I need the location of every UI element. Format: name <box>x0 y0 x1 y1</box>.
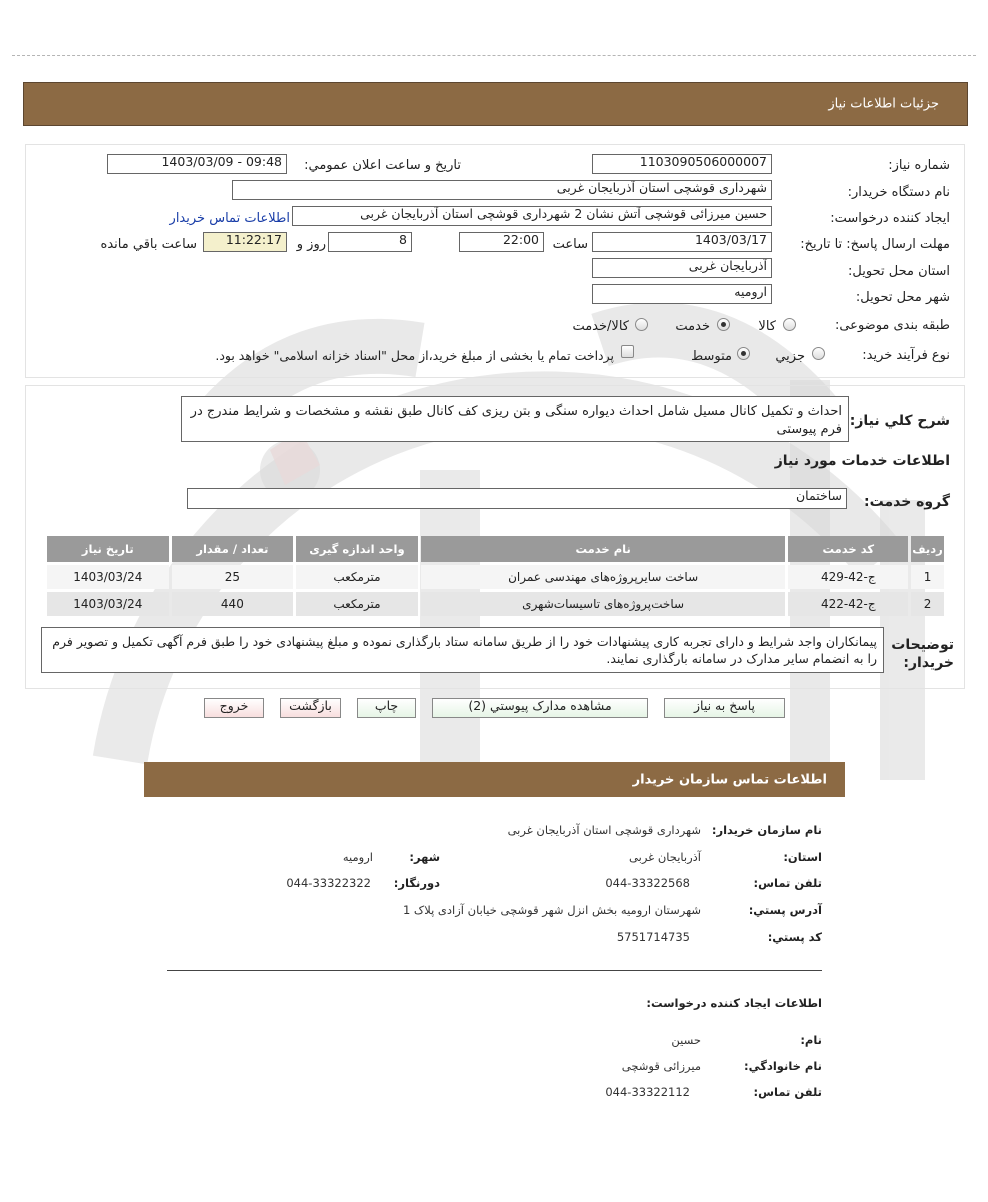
remaining-time-field: 11:22:17 <box>203 232 287 252</box>
buyer-notes-label: توضيحات خريدار: <box>891 637 954 671</box>
requester-field[interactable]: حسین میرزائی قوشچی آتش نشان 2 شهرداری قوشچی استان آذربایجان غربی <box>292 206 772 226</box>
payment-note: پرداخت تمام يا بخشی از مبلغ خريد،از محل "اسناد خزانه اسلامی" خواهد بود. <box>215 348 614 363</box>
province-label: استان محل تحويل: <box>848 264 950 279</box>
need-number-field[interactable]: 1103090506000007 <box>592 154 772 174</box>
cell-service-code: ج-42-422 <box>788 592 908 616</box>
col-need-date: تاريخ نياز <box>47 536 169 562</box>
org-value: شهرداری قوشچی استان آذربایجان غربی <box>507 823 701 837</box>
service-group-field[interactable]: ساختمان <box>187 488 847 509</box>
creator-family-label: نام خانوادگي: <box>744 1059 822 1073</box>
category-goods-label: کالا <box>758 319 776 334</box>
fax-label: دورنگار: <box>393 876 440 890</box>
col-quantity: تعداد / مقدار <box>172 536 294 562</box>
org-label: نام سازمان خريدار: <box>711 823 822 837</box>
back-button[interactable]: بازگشت <box>280 698 341 718</box>
col-row-number: رديف <box>911 536 944 562</box>
creator-title: اطلاعات ايجاد کننده درخواست: <box>646 996 822 1010</box>
category-service-label: خدمت <box>675 319 710 334</box>
creator-family-value: میرزائی قوشچی <box>621 1059 701 1073</box>
table-header-row <box>47 536 944 562</box>
buyer-org-field[interactable]: شهرداری قوشچی استان آذربایجان غربی <box>232 180 772 200</box>
cell-unit: مترمکعب <box>296 592 418 616</box>
process-medium-radio[interactable] <box>737 347 750 360</box>
announce-field[interactable]: 1403/03/09 - 09:48 <box>107 154 287 174</box>
service-group-label: گروه خدمت: <box>864 494 950 510</box>
fax-value: 044-33322322 <box>286 876 371 890</box>
category-label: طبقه بندی موضوعی: <box>834 318 950 333</box>
deadline-time-field[interactable]: 22:00 <box>459 232 544 252</box>
page-title: جزئيات اطلاعات نياز <box>828 96 939 112</box>
cell-row-number: 2 <box>911 592 944 616</box>
buyer-contact-link[interactable]: اطلاعات تماس خريدار <box>169 211 290 226</box>
description-label: شرح کلي نياز: <box>849 413 950 429</box>
hour-label: ساعت <box>552 237 588 252</box>
cell-unit: مترمکعب <box>296 565 418 589</box>
table-row[interactable] <box>47 592 944 616</box>
creator-name-value: حسین <box>671 1033 701 1047</box>
process-minor-label: جزيي <box>775 349 805 364</box>
phone-value: 044-33322568 <box>605 876 690 890</box>
cell-quantity: 25 <box>172 565 294 589</box>
contact-city-value: ارومیه <box>342 850 373 864</box>
reply-button[interactable]: پاسخ به نياز <box>664 698 785 718</box>
deadline-label: مهلت ارسال پاسخ: تا تاريخ: <box>800 237 950 252</box>
contact-header <box>144 762 845 797</box>
contact-divider <box>167 970 822 971</box>
process-label: نوع فرآيند خريد: <box>862 348 950 363</box>
contact-title: اطلاعات تماس سازمان خريدار <box>632 772 827 787</box>
day-label: روز و <box>296 237 326 252</box>
address-value: شهرستان ارومیه بخش انزل شهر قوشچی خیابان آزادی پلاک 1 <box>402 903 701 917</box>
days-field[interactable]: 8 <box>328 232 412 252</box>
cell-need-date: 1403/03/24 <box>47 592 169 616</box>
address-label: آدرس پستي: <box>748 903 822 917</box>
col-unit: واحد اندازه گيری <box>296 536 418 562</box>
page-header <box>23 82 968 126</box>
creator-phone-label: تلفن تماس: <box>753 1085 822 1099</box>
top-separator <box>12 55 976 56</box>
city-label: شهر محل تحويل: <box>855 290 950 305</box>
postal-value: 5751714735 <box>616 930 690 944</box>
province-field[interactable]: آذربایجان غربی <box>592 258 772 278</box>
cell-need-date: 1403/03/24 <box>47 565 169 589</box>
cell-service-name: ساخت سایرپروژه‌های مهندسی عمران <box>421 565 786 589</box>
contact-province-value: آذربایجان غربی <box>629 850 701 864</box>
contact-province-label: استان: <box>783 850 822 864</box>
process-minor-radio[interactable] <box>812 347 825 360</box>
description-field: احداث و تکمیل کانال مسیل شامل احداث دیواره سنگی و بتن ریزی کف کانال طبق نقشه و مشخصات و شرایط مندرج در فرم پیوستی <box>181 396 849 442</box>
table-row[interactable] <box>47 565 944 589</box>
creator-phone-value: 044-33322112 <box>605 1085 690 1099</box>
category-both-label: کالا/خدمت <box>572 319 629 334</box>
cell-row-number: 1 <box>911 565 944 589</box>
city-field[interactable]: ارومیه <box>592 284 772 304</box>
category-both-radio[interactable] <box>635 318 648 331</box>
creator-name-label: نام: <box>800 1033 822 1047</box>
view-attachments-button[interactable]: مشاهده مدارک پيوستي (2) <box>432 698 648 718</box>
phone-label: تلفن تماس: <box>753 876 822 890</box>
remaining-label: ساعت باقي مانده <box>100 237 197 252</box>
announce-label: تاريخ و ساعت اعلان عمومي: <box>304 158 461 173</box>
services-title: اطلاعات خدمات مورد نياز <box>774 453 950 469</box>
cell-service-code: ج-42-429 <box>788 565 908 589</box>
services-table <box>44 533 947 619</box>
category-service-radio[interactable] <box>717 318 730 331</box>
cell-service-name: ساخت‌پروژه‌های تاسیسات‌شهری <box>421 592 786 616</box>
cell-quantity: 440 <box>172 592 294 616</box>
category-goods-radio[interactable] <box>783 318 796 331</box>
exit-button[interactable]: خروج <box>204 698 264 718</box>
requester-label: ايجاد کننده درخواست: <box>830 211 950 226</box>
buyer-notes-field: پیمانکاران واجد شرایط و دارای تجربه کاری پیشنهادات خود را از طریق سامانه ستاد بارگذاری نموده و مبلغ پیشنهادی خود را طبق فرم آگهی تکمیل و تصویر فرم را به انضمام سایر مدارک در سامانه بارگذاری نمایند. <box>41 627 884 673</box>
col-service-name: نام خدمت <box>421 536 786 562</box>
print-button[interactable]: چاپ <box>357 698 416 718</box>
contact-city-label: شهر: <box>409 850 440 864</box>
need-number-label: شماره نياز: <box>888 158 950 173</box>
col-service-code: کد خدمت <box>788 536 908 562</box>
deadline-date-field[interactable]: 1403/03/17 <box>592 232 772 252</box>
postal-label: کد پستي: <box>767 930 822 944</box>
process-medium-label: متوسط <box>691 349 732 364</box>
buyer-org-label: نام دستگاه خريدار: <box>847 185 950 200</box>
treasury-payment-checkbox[interactable] <box>621 345 634 358</box>
